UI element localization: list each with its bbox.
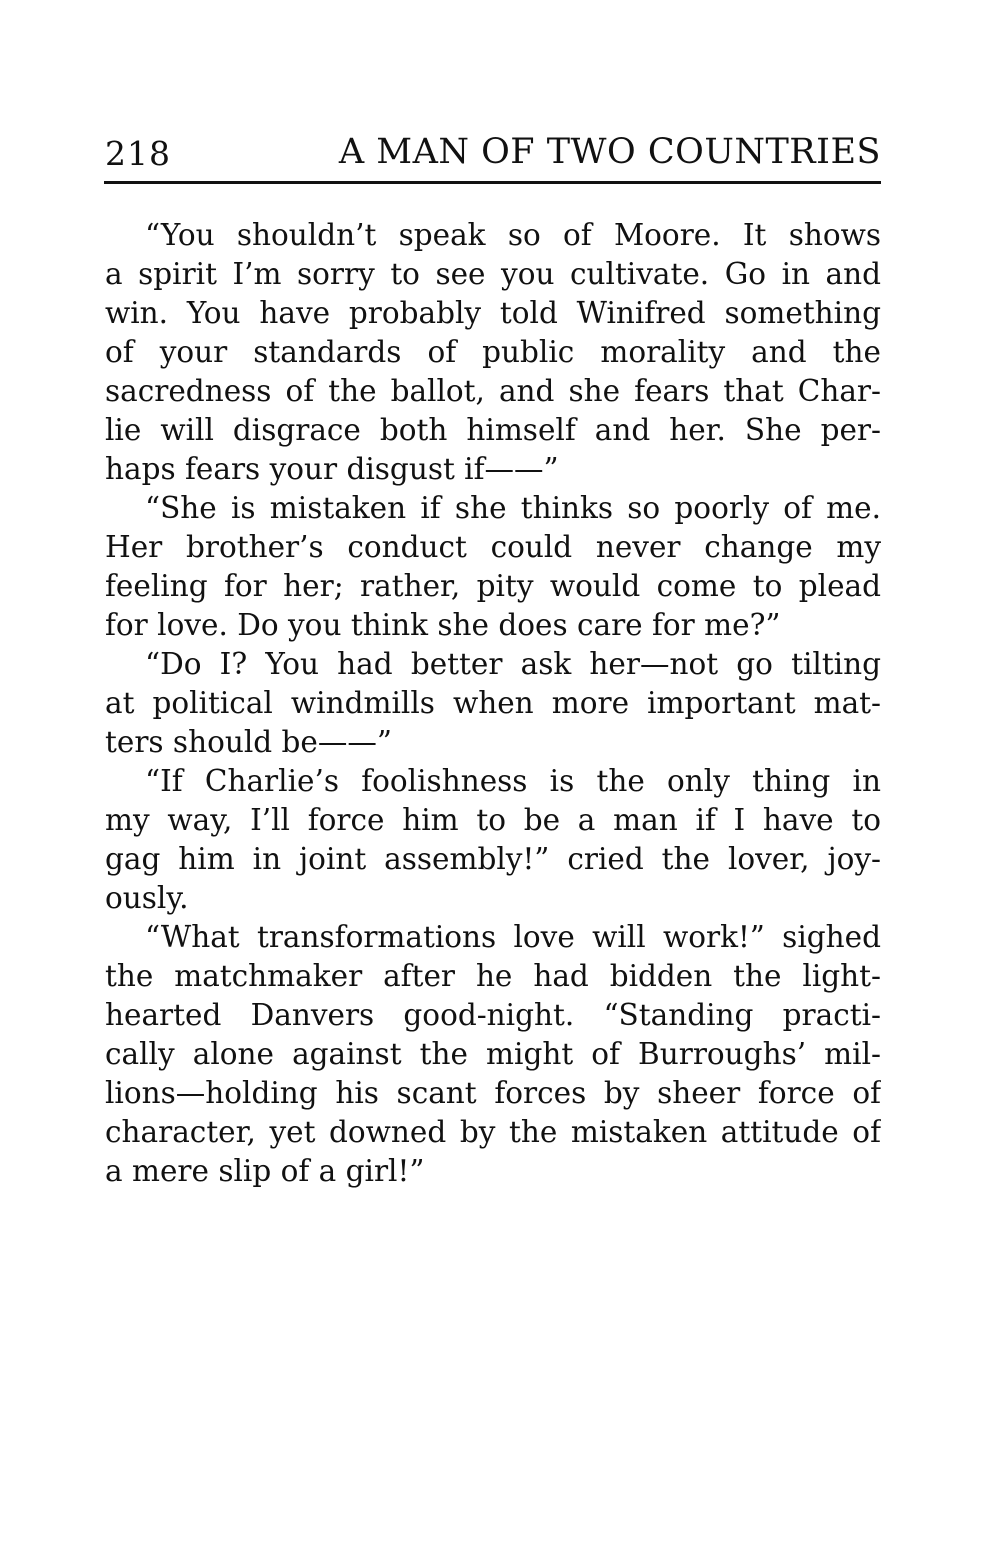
text-line: at political windmills when more important mat- — [105, 686, 881, 720]
text-line: “She is mistaken if she thinks so poorly of me. — [145, 491, 881, 525]
header-rule — [104, 181, 881, 184]
body-text — [105, 216, 881, 1191]
text-line: lions—holding his scant forces by sheer force of — [105, 1076, 881, 1110]
running-head — [105, 128, 881, 180]
text-line: haps fears your disgust if——” — [105, 452, 559, 486]
text-line: for love. Do you think she does care for me?” — [105, 608, 781, 642]
text-line: win. You have probably told Winifred something — [105, 296, 881, 330]
text-line: cally alone against the might of Burroughs’ mil- — [105, 1037, 881, 1071]
text-line: gag him in joint assembly!” cried the lover, joy- — [105, 842, 881, 876]
text-line: a spirit I’m sorry to see you cultivate. Go in and — [105, 257, 881, 291]
text-line: a mere slip of a girl!” — [105, 1154, 425, 1188]
running-title: A MAN OF TWO COUNTRIES — [338, 132, 881, 172]
text-line: sacredness of the ballot, and she fears that Char- — [105, 374, 881, 408]
text-line: ously. — [105, 881, 189, 915]
text-line: feeling for her; rather, pity would come to plead — [105, 569, 881, 603]
text-line: my way, I’ll force him to be a man if I have to — [105, 803, 881, 837]
text-line: character, yet downed by the mistaken attitude of — [105, 1115, 881, 1149]
text-line: Her brother’s conduct could never change my — [105, 530, 881, 564]
text-line: of your standards of public morality and the — [105, 335, 881, 369]
text-line: “What transformations love will work!” sighed — [145, 920, 881, 954]
text-line: the matchmaker after he had bidden the light- — [105, 959, 881, 993]
text-line: lie will disgrace both himself and her. She per- — [105, 413, 881, 447]
text-line: “You shouldn’t speak so of Moore. It shows — [145, 218, 881, 252]
text-line: ters should be——” — [105, 725, 392, 759]
text-line: “Do I? You had better ask her—not go tilting — [145, 647, 881, 681]
text-line: “If Charlie’s foolishness is the only thing in — [145, 764, 881, 798]
page-number: 218 — [105, 134, 171, 173]
text-line: hearted Danvers good-night. “Standing practi- — [105, 998, 881, 1032]
